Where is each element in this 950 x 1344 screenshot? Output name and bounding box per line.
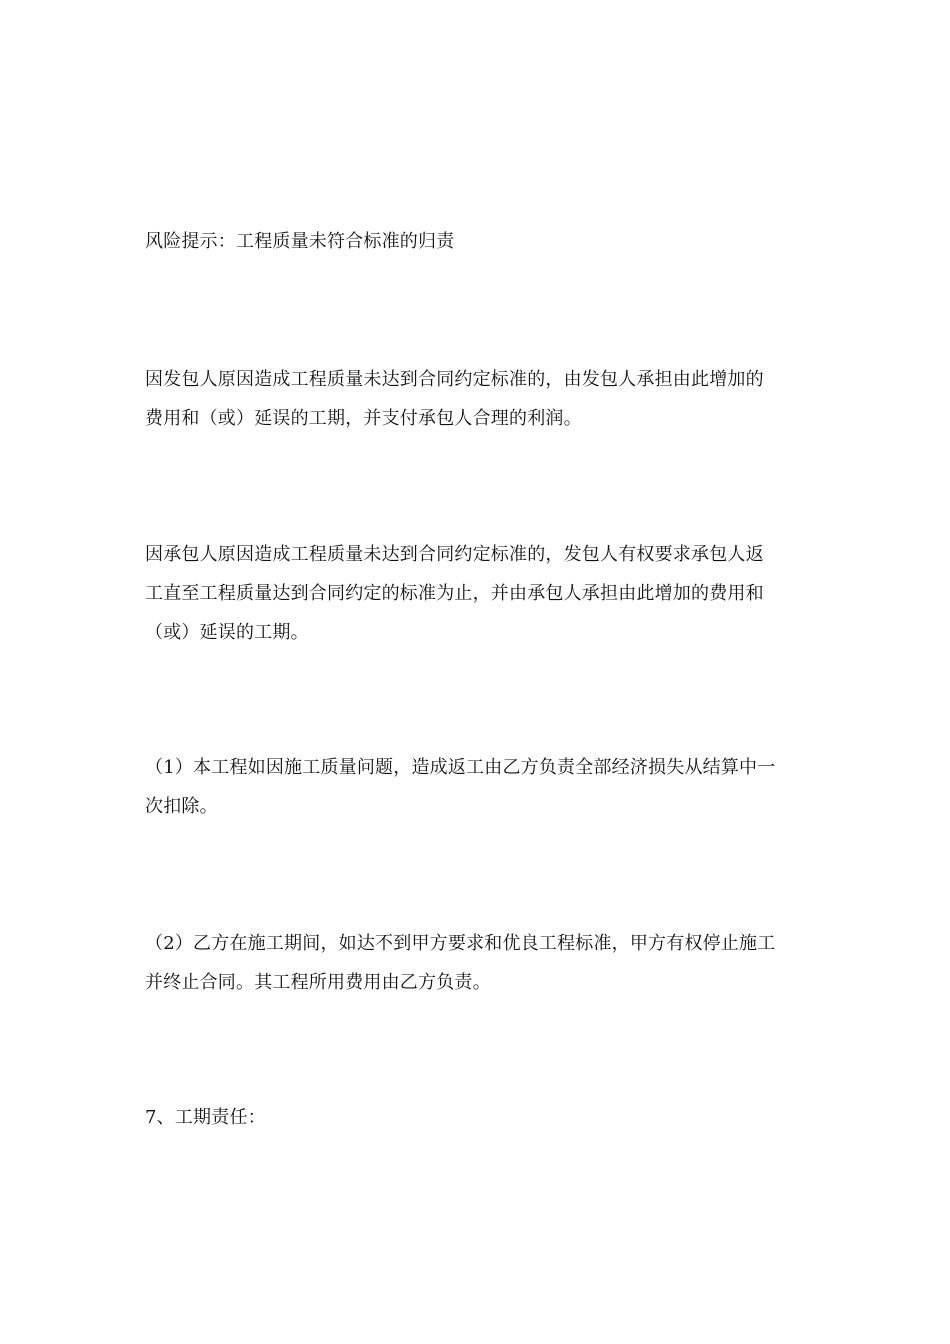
paragraph-line: 次扣除。: [145, 796, 218, 817]
paragraph-contractor-responsibility: [145, 535, 815, 652]
paragraph-line: 费用和（或）延误的工期，并支付承包人合理的利润。: [145, 408, 582, 429]
paragraph-line: （或）延误的工期。: [145, 622, 309, 643]
risk-title-text: 风险提示：工程质量未符合标准的归责: [145, 231, 455, 252]
paragraph-line: 因发包人原因造成工程质量未达到合同约定标准的，由发包人承担由此增加的: [145, 369, 764, 390]
paragraph-line: （2）乙方在施工期间，如达不到甲方要求和优良工程标准，甲方有权停止施工: [145, 933, 776, 954]
section-heading-text: 7、工期责任：: [145, 1107, 266, 1128]
section-7-heading: [145, 1098, 815, 1137]
paragraph-employer-responsibility: [145, 360, 815, 438]
paragraph-line: 并终止合同。其工程所用费用由乙方负责。: [145, 972, 491, 993]
paragraph-line: （1）本工程如因施工质量问题，造成返工由乙方负责全部经济损失从结算中一: [145, 757, 776, 778]
paragraph-line: 因承包人原因造成工程质量未达到合同约定标准的，发包人有权要求承包人返: [145, 544, 764, 565]
paragraph-line: 工直至工程质量达到合同约定的标准为止，并由承包人承担由此增加的费用和: [145, 583, 764, 604]
clause-2: [145, 924, 815, 1002]
risk-title: [145, 222, 815, 261]
clause-1: [145, 748, 815, 826]
